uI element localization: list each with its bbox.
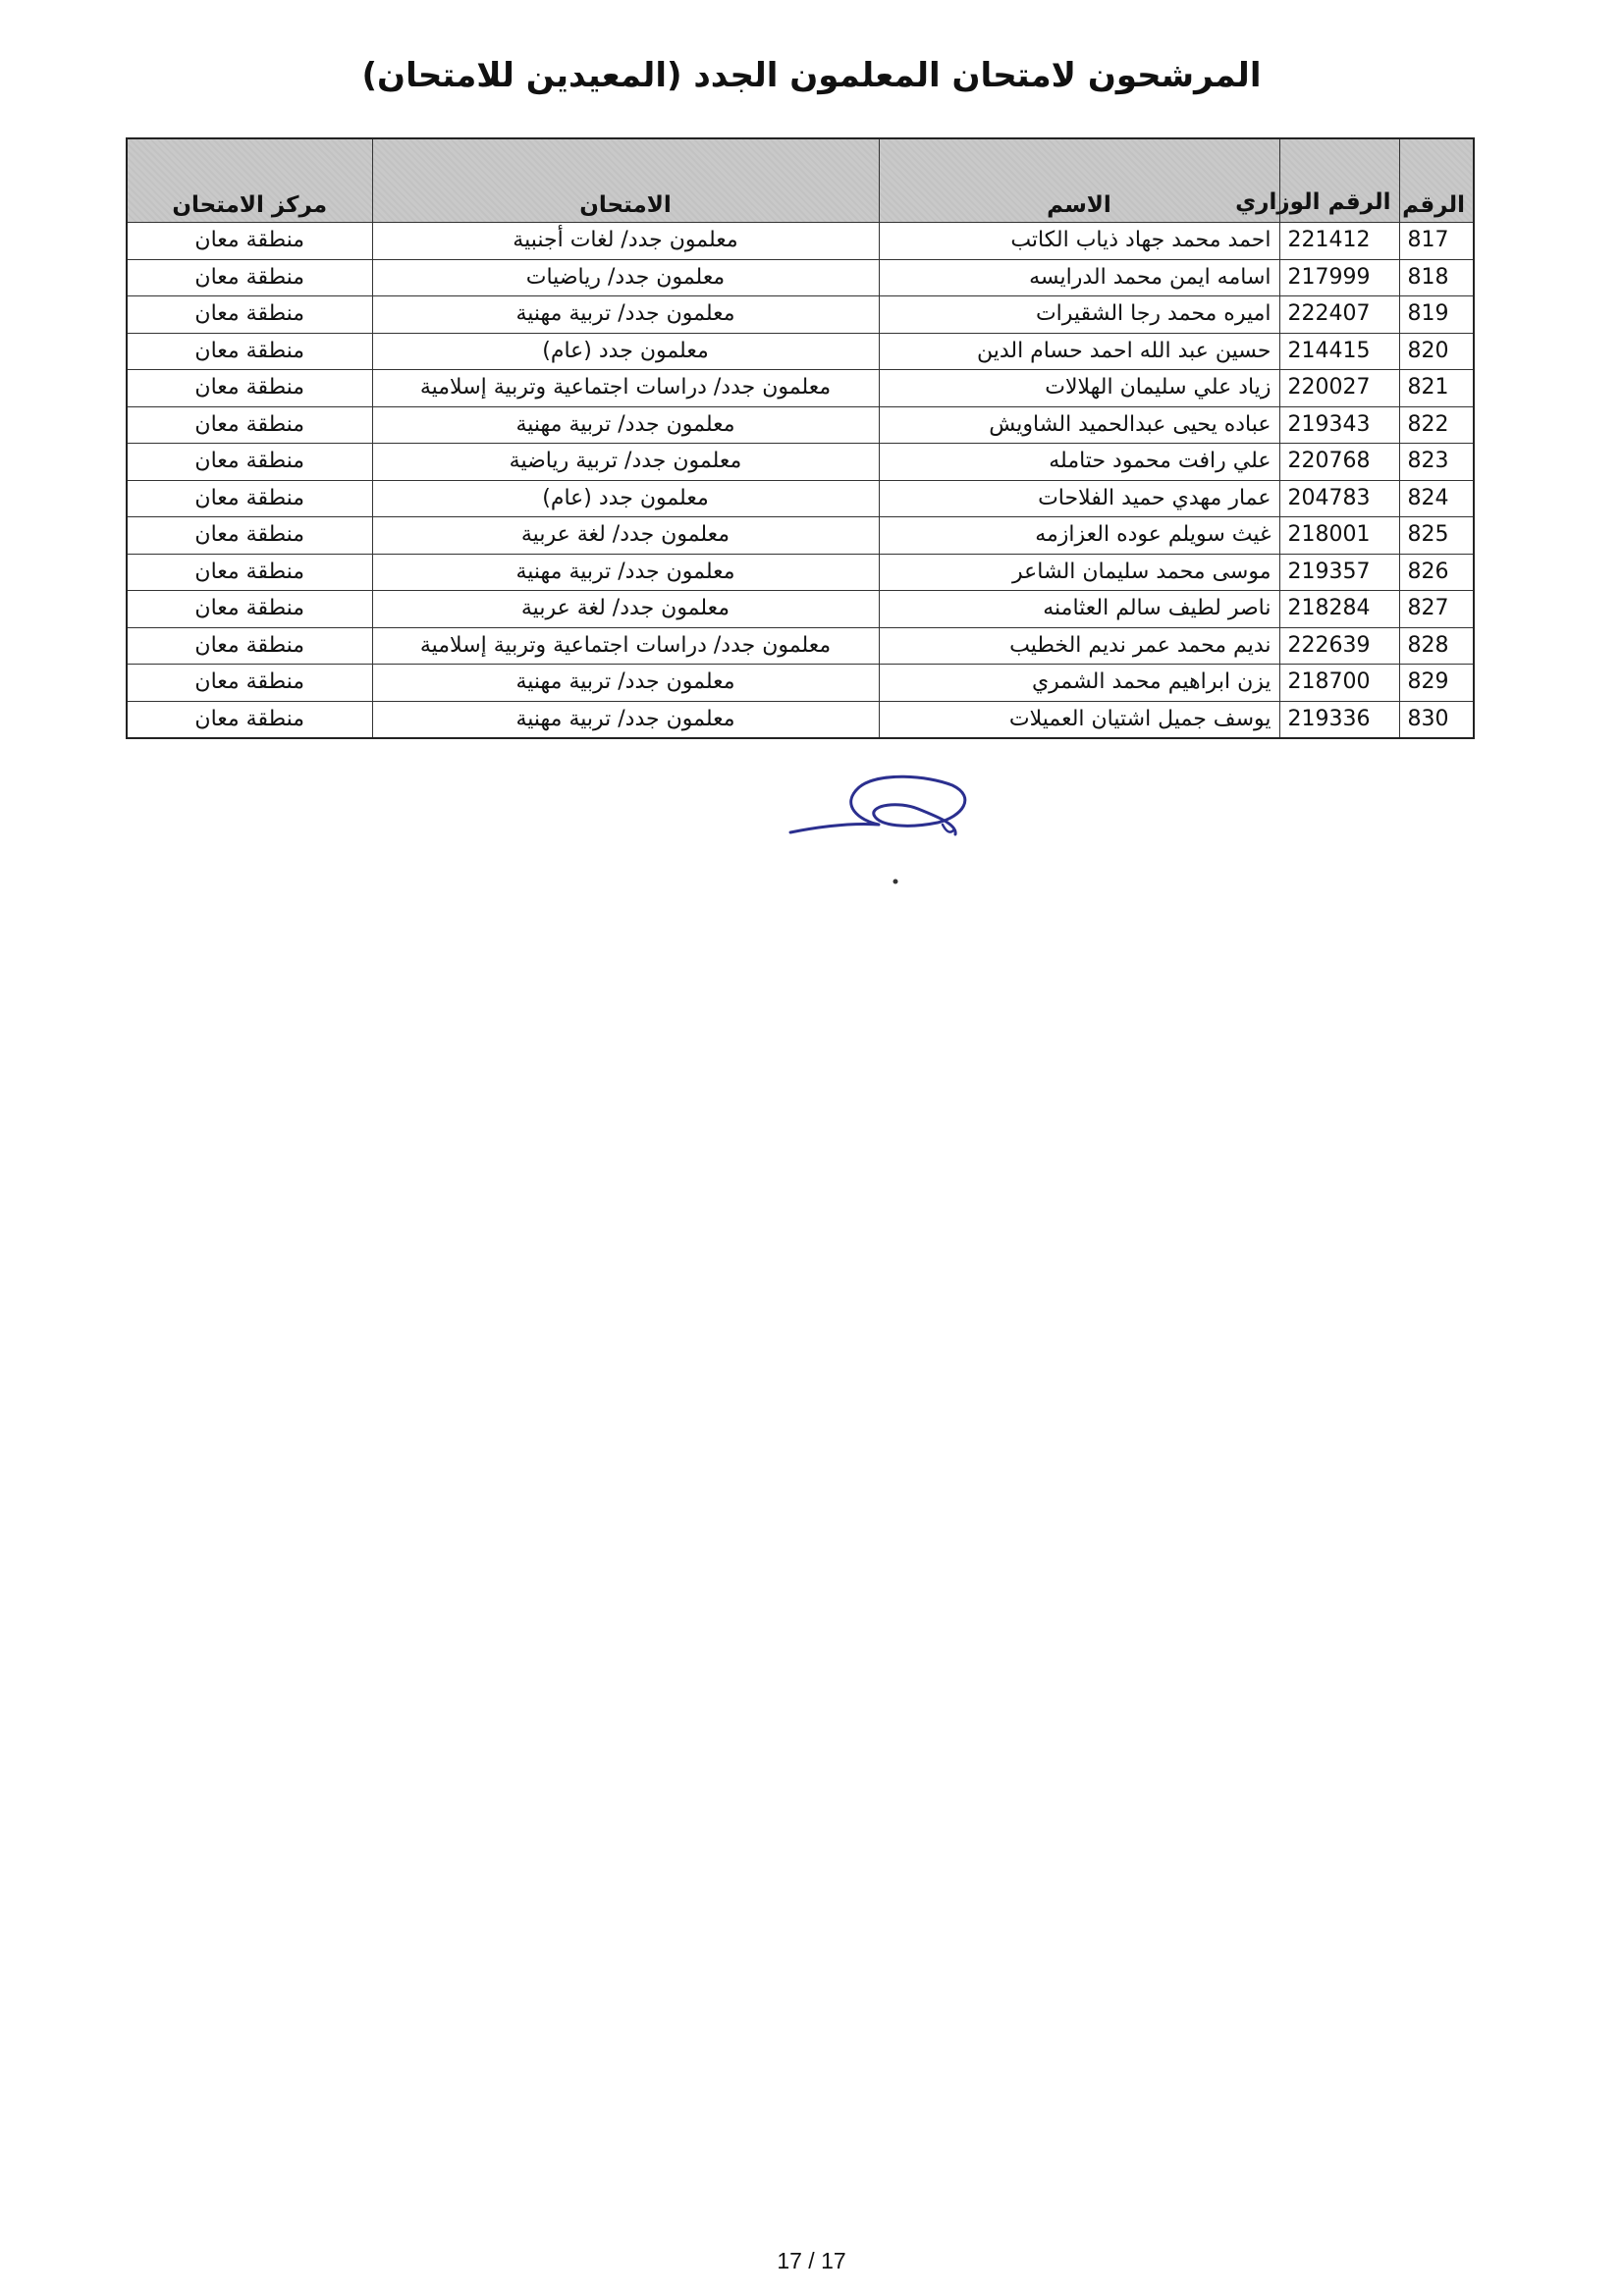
- table-row: [127, 223, 1474, 260]
- table-row: [127, 444, 1474, 481]
- cell-serial: 822: [1399, 406, 1474, 444]
- cell-ministry-number: 219336: [1279, 701, 1399, 738]
- table-row: [127, 480, 1474, 517]
- cell-name: علي رافت محمود حتامله: [879, 444, 1279, 481]
- cell-serial: 820: [1399, 333, 1474, 370]
- cell-exam-center: منطقة معان: [127, 444, 372, 481]
- candidates-table-container: [126, 137, 1473, 739]
- cell-exam-center: منطقة معان: [127, 554, 372, 591]
- header-serial: الرقم: [1399, 138, 1474, 223]
- table-row: [127, 627, 1474, 665]
- cell-serial: 828: [1399, 627, 1474, 665]
- cell-serial: 818: [1399, 259, 1474, 296]
- signature-mark: [781, 766, 987, 893]
- cell-name: موسى محمد سليمان الشاعر: [879, 554, 1279, 591]
- cell-ministry-number: 218284: [1279, 591, 1399, 628]
- cell-serial: 827: [1399, 591, 1474, 628]
- cell-exam: معلمون جدد/ تربية مهنية: [372, 406, 879, 444]
- cell-name: ناصر لطيف سالم العثامنه: [879, 591, 1279, 628]
- header-exam-center: مركز الامتحان: [127, 138, 372, 223]
- cell-name: يوسف جميل اشتيان العميلات: [879, 701, 1279, 738]
- cell-exam: معلمون جدد/ تربية مهنية: [372, 701, 879, 738]
- header-exam: الامتحان: [372, 138, 879, 223]
- cell-exam: معلمون جدد/ لغة عربية: [372, 517, 879, 555]
- cell-ministry-number: 214415: [1279, 333, 1399, 370]
- header-ministry-number: الرقم الوزاري: [1279, 138, 1399, 223]
- cell-serial: 817: [1399, 223, 1474, 260]
- cell-exam: معلمون جدد/ رياضيات: [372, 259, 879, 296]
- table-row: [127, 333, 1474, 370]
- cell-serial: 830: [1399, 701, 1474, 738]
- cell-serial: 829: [1399, 665, 1474, 702]
- cell-exam-center: منطقة معان: [127, 480, 372, 517]
- table-row: [127, 665, 1474, 702]
- cell-exam-center: منطقة معان: [127, 259, 372, 296]
- cell-name: نديم محمد عمر نديم الخطيب: [879, 627, 1279, 665]
- header-name: الاسم: [879, 138, 1279, 223]
- cell-exam: معلمون جدد (عام): [372, 480, 879, 517]
- cell-name: اسامه ايمن محمد الدرايسه: [879, 259, 1279, 296]
- table-row: [127, 517, 1474, 555]
- cell-ministry-number: 219343: [1279, 406, 1399, 444]
- cell-exam: معلمون جدد/ تربية مهنية: [372, 665, 879, 702]
- cell-exam: معلمون جدد/ دراسات اجتماعية وتربية إسلامية: [372, 627, 879, 665]
- cell-exam: معلمون جدد/ دراسات اجتماعية وتربية إسلامية: [372, 370, 879, 407]
- cell-serial: 826: [1399, 554, 1474, 591]
- cell-ministry-number: 220027: [1279, 370, 1399, 407]
- page-number: 17 / 17: [777, 2248, 846, 2273]
- cell-ministry-number: 222639: [1279, 627, 1399, 665]
- cell-exam-center: منطقة معان: [127, 701, 372, 738]
- cell-exam: معلمون جدد/ لغات أجنبية: [372, 223, 879, 260]
- cell-serial: 821: [1399, 370, 1474, 407]
- cell-name: غيث سويلم عوده العزازمه: [879, 517, 1279, 555]
- cell-name: حسين عبد الله احمد حسام الدين: [879, 333, 1279, 370]
- table-row: [127, 370, 1474, 407]
- cell-exam-center: منطقة معان: [127, 333, 372, 370]
- cell-ministry-number: 204783: [1279, 480, 1399, 517]
- cell-exam-center: منطقة معان: [127, 370, 372, 407]
- cell-ministry-number: 220768: [1279, 444, 1399, 481]
- cell-exam-center: منطقة معان: [127, 406, 372, 444]
- cell-serial: 824: [1399, 480, 1474, 517]
- cell-exam-center: منطقة معان: [127, 296, 372, 334]
- cell-exam: معلمون جدد/ تربية رياضية: [372, 444, 879, 481]
- cell-ministry-number: 222407: [1279, 296, 1399, 334]
- cell-serial: 819: [1399, 296, 1474, 334]
- table-header: [127, 138, 1474, 223]
- cell-name: عمار مهدي حميد الفلاحات: [879, 480, 1279, 517]
- cell-exam-center: منطقة معان: [127, 223, 372, 260]
- cell-ministry-number: 217999: [1279, 259, 1399, 296]
- table-row: [127, 554, 1474, 591]
- cell-name: عباده يحيى عبدالحميد الشاويش: [879, 406, 1279, 444]
- cell-name: احمد محمد جهاد ذياب الكاتب: [879, 223, 1279, 260]
- cell-ministry-number: 218700: [1279, 665, 1399, 702]
- table-row: [127, 591, 1474, 628]
- cell-exam: معلمون جدد (عام): [372, 333, 879, 370]
- table-row: [127, 701, 1474, 738]
- cell-name: اميره محمد رجا الشقيرات: [879, 296, 1279, 334]
- cell-exam: معلمون جدد/ لغة عربية: [372, 591, 879, 628]
- cell-exam-center: منطقة معان: [127, 627, 372, 665]
- cell-ministry-number: 221412: [1279, 223, 1399, 260]
- cell-exam: معلمون جدد/ تربية مهنية: [372, 296, 879, 334]
- cell-serial: 823: [1399, 444, 1474, 481]
- candidates-table: [126, 137, 1475, 739]
- page-title: المرشحون لامتحان المعلمون الجدد (المعيدين للامتحان): [361, 56, 1262, 95]
- cell-exam-center: منطقة معان: [127, 591, 372, 628]
- cell-ministry-number: 219357: [1279, 554, 1399, 591]
- header-row: [127, 138, 1474, 223]
- cell-serial: 825: [1399, 517, 1474, 555]
- cell-exam-center: منطقة معان: [127, 665, 372, 702]
- table-row: [127, 259, 1474, 296]
- table-row: [127, 296, 1474, 334]
- table-body: [127, 223, 1474, 739]
- cell-exam-center: منطقة معان: [127, 517, 372, 555]
- cell-exam: معلمون جدد/ تربية مهنية: [372, 554, 879, 591]
- cell-name: يزن ابراهيم محمد الشمري: [879, 665, 1279, 702]
- table-row: [127, 406, 1474, 444]
- cell-ministry-number: 218001: [1279, 517, 1399, 555]
- cell-name: زياد علي سليمان الهلالات: [879, 370, 1279, 407]
